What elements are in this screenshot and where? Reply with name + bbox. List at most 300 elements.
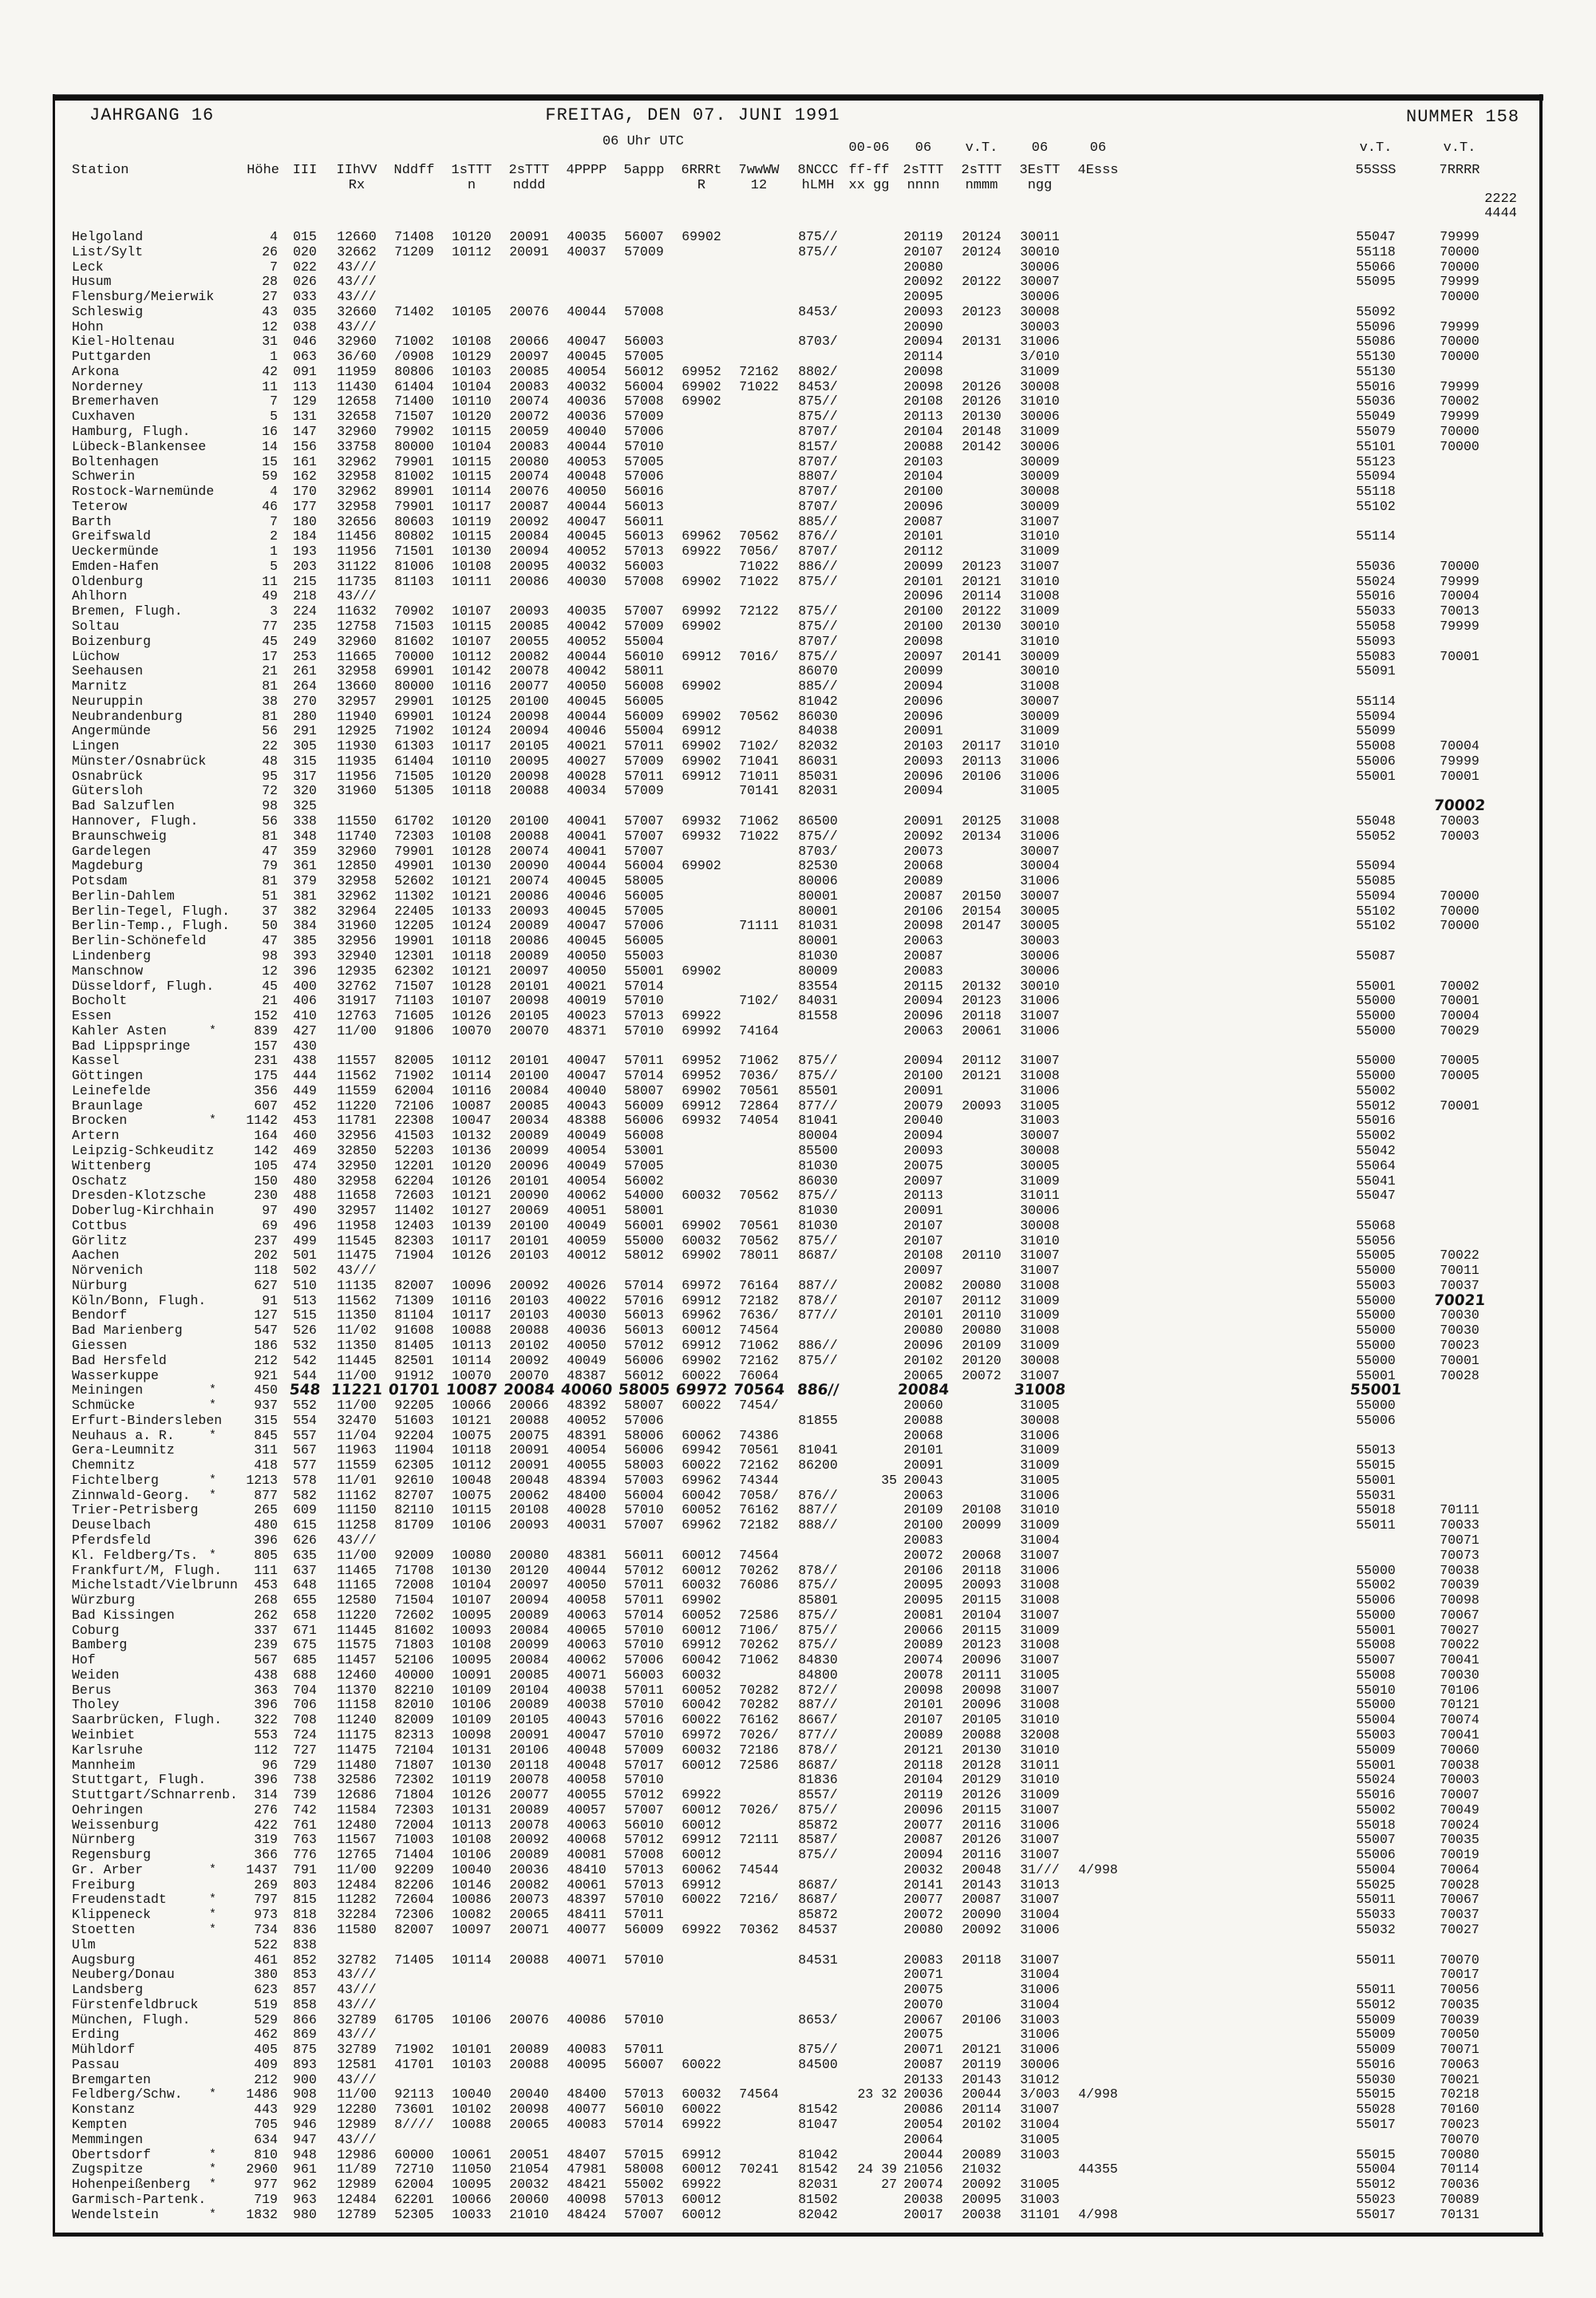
cell-15: 55000: [1356, 1008, 1396, 1024]
cell-9: 8707/: [798, 453, 838, 469]
cell-9: 81031: [798, 918, 838, 934]
cell-3: 10113: [452, 1337, 492, 1353]
cell-6: 57008: [624, 303, 664, 319]
cell-13: 3/003: [1020, 2086, 1060, 2102]
cell-3: 10088: [452, 1323, 492, 1339]
cell-1: 32958: [337, 663, 377, 679]
cell-9: 875//: [798, 1847, 838, 1863]
cell-13: 30009: [1020, 498, 1060, 514]
cell-16: 70003: [1440, 1772, 1479, 1788]
station-row-marnitz: [0, 678, 1596, 694]
cell-15: 55008: [1356, 1637, 1396, 1653]
cell-12: 20132: [962, 978, 1001, 994]
cell-3: 10106: [452, 1697, 492, 1713]
cell-11: 20089: [903, 1637, 943, 1653]
cell-6: 57005: [624, 453, 664, 469]
cell-13: 31006: [1020, 334, 1060, 350]
station-row-stoetten: [0, 1922, 1596, 1937]
cell-9: 85872: [798, 1907, 838, 1923]
cell-15: 55016: [1356, 588, 1396, 604]
cell-0: 791: [293, 1861, 317, 1877]
cell-16: 70098: [1440, 1592, 1479, 1608]
cell-0: 900: [293, 2071, 317, 2087]
cell-0: 685: [293, 1652, 317, 1668]
station-row-emden-hafen: [0, 559, 1596, 574]
cell-6: 57009: [624, 243, 664, 259]
cell-11: 20074: [903, 2177, 943, 2193]
cell-0: 776: [293, 1847, 317, 1863]
cell-12: 20096: [962, 1652, 1001, 1668]
station-elevation: 547: [254, 1323, 278, 1339]
cell-6: 57010: [624, 1892, 664, 1908]
station-name: Wittenberg: [72, 1157, 152, 1173]
cell-11: 20066: [903, 1622, 943, 1638]
cell-1: 11575: [337, 1637, 377, 1653]
cell-11: 20095: [903, 1577, 943, 1593]
cell-7: 69962: [681, 1472, 721, 1488]
cell-15: 55102: [1356, 918, 1396, 934]
cell-3: 10125: [452, 693, 492, 709]
cell-0: 224: [293, 603, 317, 619]
cell-9: 81041: [798, 1442, 838, 1458]
cell-4: 20098: [509, 993, 549, 1009]
cell-13: 31005: [1020, 1398, 1060, 1414]
cell-11: 20113: [903, 1188, 943, 1204]
station-name: Gardelegen: [72, 843, 152, 859]
cell-11: 20101: [903, 1442, 943, 1458]
station-name: Manschnow: [72, 963, 144, 979]
cell-6: 57009: [624, 753, 664, 769]
cell-6: 57011: [624, 1682, 664, 1698]
cell-7: 60012: [681, 1817, 721, 1833]
cell-7: 69922: [681, 1787, 721, 1803]
cell-16: 79999: [1440, 274, 1479, 290]
cell-6: 57015: [624, 2146, 664, 2162]
station-elevation: 363: [254, 1682, 278, 1698]
station-row-gera-leumnitz: [0, 1442, 1596, 1458]
cell-16: 70022: [1440, 1248, 1479, 1264]
cell-4: 20120: [509, 1562, 549, 1578]
cell-16: 70114: [1440, 2162, 1479, 2177]
station-name: Aachen: [72, 1248, 120, 1264]
cell-1: 11963: [337, 1442, 377, 1458]
cell-0: 727: [293, 1742, 317, 1758]
station-name: Schwerin: [72, 469, 136, 485]
station-name: Weinbiet: [72, 1727, 136, 1742]
station-elevation: 105: [254, 1157, 278, 1173]
station-row-artern: [0, 1128, 1596, 1143]
cell-15: 55086: [1356, 334, 1396, 350]
cell-2: 92204: [394, 1427, 434, 1443]
cell-5: 40045: [567, 873, 606, 889]
station-name: Obertsdorf: [72, 2146, 152, 2162]
cell-6: 58007: [624, 1398, 664, 1414]
station-row-leinefelde: [0, 1083, 1596, 1098]
cell-13: 31007: [1020, 558, 1060, 574]
cell-6: 58001: [624, 1203, 664, 1219]
cell-12: 20124: [962, 229, 1001, 244]
cell-13: 30006: [1020, 1203, 1060, 1219]
cell-2: 82009: [394, 1712, 434, 1728]
cell-2: 61404: [394, 753, 434, 769]
station-elevation: 2: [270, 528, 278, 544]
cell-5: 40052: [567, 633, 606, 649]
cell-6: 57009: [624, 409, 664, 425]
cell-5: 40043: [567, 1098, 606, 1113]
station-name: Gr. Arber: [72, 1861, 144, 1877]
station-row-bremerhaven: [0, 394, 1596, 409]
cell-1: 32962: [337, 888, 377, 904]
cell-5: 40038: [567, 1682, 606, 1698]
cell-12: 20099: [962, 1517, 1001, 1533]
cell-4: 21010: [509, 2206, 549, 2222]
cell-16: 70074: [1440, 1712, 1479, 1728]
cell-13: 31009: [1020, 1442, 1060, 1458]
station-elevation: 96: [262, 1757, 278, 1773]
cell-1: 12989: [337, 2117, 377, 2133]
column-subheader-8: 12: [750, 178, 768, 193]
station-name: Nörvenich: [72, 1263, 144, 1279]
station-elevation: 634: [254, 2131, 278, 2147]
cell-11: 20072: [903, 1547, 943, 1563]
cell-7: 69992: [681, 1022, 721, 1038]
cell-1: 11220: [337, 1607, 377, 1623]
cell-15: 55000: [1356, 1292, 1396, 1308]
station-row-saarbr-cken-flugh-: [0, 1712, 1596, 1727]
cell-1: 11445: [337, 1352, 377, 1368]
station-row-erfurt-bindersleben: [0, 1413, 1596, 1428]
cell-2: 72303: [394, 828, 434, 844]
cell-5: 40062: [567, 1652, 606, 1668]
cell-11: 20093: [903, 1142, 943, 1158]
cell-4: 20084: [509, 1652, 549, 1668]
cell-2: 71404: [394, 1847, 434, 1863]
cell-2: 71503: [394, 619, 434, 635]
cell-7: 69952: [681, 1053, 721, 1069]
station-row-teterow: [0, 499, 1596, 514]
mountain-station-asterisk: *: [209, 2177, 217, 2192]
cell-11: 20104: [903, 424, 943, 439]
cell-12: 20126: [962, 378, 1001, 394]
cell-7: 69902: [681, 753, 721, 769]
cell-11: 20121: [903, 1742, 943, 1758]
cell-3: 10129: [452, 349, 492, 365]
cell-7: 69922: [681, 544, 721, 560]
cell-5: 40050: [567, 1337, 606, 1353]
cell-16: 70049: [1440, 1802, 1479, 1817]
cell-1: 43///: [337, 289, 377, 305]
cell-0: 948: [293, 2146, 317, 2162]
cell-3: 10047: [452, 1113, 492, 1129]
cell-9: 8557/: [798, 1787, 838, 1803]
cell-9: 8453/: [798, 303, 838, 319]
station-elevation: 12: [262, 963, 278, 979]
cell-5: 40049: [567, 1128, 606, 1144]
cell-0: 382: [293, 903, 317, 919]
station-elevation: 422: [254, 1817, 278, 1833]
cell-16: 70003: [1440, 828, 1479, 844]
cell-13: 30005: [1020, 903, 1060, 919]
cell-5: 40063: [567, 1607, 606, 1623]
cell-6: 55003: [624, 947, 664, 963]
cell-11: 20087: [903, 2056, 943, 2072]
cell-16: 70030: [1440, 1307, 1479, 1323]
cell-4: 20089: [509, 947, 549, 963]
station-elevation: 157: [254, 1038, 278, 1054]
station-name: Klippeneck: [72, 1907, 152, 1923]
cell-4: 20095: [509, 753, 549, 769]
cell-8: 72864: [739, 1098, 779, 1113]
cell-1: 11/00: [337, 1022, 377, 1038]
cell-7: 69962: [681, 1517, 721, 1533]
cell-13: 31006: [1020, 1817, 1060, 1833]
cell-13: 31008: [1020, 1068, 1060, 1084]
cell-6: 56008: [624, 1128, 664, 1144]
station-row-puttgarden: [0, 349, 1596, 364]
cell-5: 40059: [567, 1232, 606, 1248]
cell-4: 20070: [509, 1367, 549, 1383]
station-elevation: 202: [254, 1248, 278, 1264]
cell-15: 55093: [1356, 633, 1396, 649]
cell-0: 469: [293, 1142, 317, 1158]
cell-2: 52106: [394, 1652, 434, 1668]
cell-2: 12403: [394, 1217, 434, 1233]
cell-9: 875//: [798, 243, 838, 259]
cell-8: 76162: [739, 1502, 779, 1518]
station-name: Leck: [72, 259, 104, 275]
station-name: Barth: [72, 513, 112, 529]
station-row-leck: [0, 259, 1596, 275]
cell-6: 56004: [624, 858, 664, 874]
cell-0: 929: [293, 2102, 317, 2118]
cell-1: 11/04: [337, 1427, 377, 1443]
cell-2: 81405: [394, 1337, 434, 1353]
cell-4: 20088: [509, 1952, 549, 1968]
cell-6: 57011: [624, 738, 664, 754]
cell-16: 70050: [1440, 2027, 1479, 2043]
station-elevation: 118: [254, 1263, 278, 1279]
cell-12: 20123: [962, 558, 1001, 574]
cell-15: 55058: [1356, 619, 1396, 635]
cell-6: 57009: [624, 783, 664, 799]
station-name: Nürburg: [72, 1277, 128, 1293]
cell-12: 20115: [962, 1592, 1001, 1608]
cell-2: 72306: [394, 1907, 434, 1923]
cell-4: 20080: [509, 453, 549, 469]
cell-5: 40045: [567, 933, 606, 949]
cell-9: 886//: [796, 1382, 839, 1399]
cell-11: 20096: [903, 1008, 943, 1024]
cell-4: 20078: [509, 1772, 549, 1788]
cell-6: 57010: [624, 2011, 664, 2027]
cell-2: 82303: [394, 1232, 434, 1248]
station-row-oldenburg: [0, 574, 1596, 589]
cell-7: 69902: [681, 1592, 721, 1608]
cell-2: 71803: [394, 1637, 434, 1653]
station-row-g-tersloh: [0, 783, 1596, 798]
station-elevation: 529: [254, 2011, 278, 2027]
cell-16: 70001: [1440, 768, 1479, 784]
cell-2: 89901: [394, 484, 434, 500]
cell-3: 10117: [452, 1307, 492, 1323]
cell-15: 55130: [1356, 349, 1396, 365]
cell-0: 026: [293, 274, 317, 290]
cell-2: 12201: [394, 1157, 434, 1173]
cell-6: 57011: [624, 2042, 664, 2058]
cell-13: 31007: [1020, 1607, 1060, 1623]
cell-11: 20096: [903, 768, 943, 784]
cell-1: 32782: [337, 1952, 377, 1968]
cell-15: 55066: [1356, 259, 1396, 275]
station-row-klippeneck: [0, 1907, 1596, 1922]
column-subheader-1: Rx: [348, 178, 365, 193]
mountain-station-asterisk: *: [209, 1923, 217, 1936]
cell-1: 32960: [337, 633, 377, 649]
cell-6: 57011: [624, 768, 664, 784]
column-subheader-4444: 4444: [1484, 206, 1517, 221]
cell-6: 56009: [624, 708, 664, 724]
station-elevation: 26: [262, 243, 278, 259]
cell-4: 20076: [509, 303, 549, 319]
station-row-seehausen: [0, 663, 1596, 678]
cell-15: 55047: [1356, 1188, 1396, 1204]
cell-13: 31009: [1020, 1307, 1060, 1323]
cell-5: 40030: [567, 1307, 606, 1323]
station-row-lindenberg: [0, 948, 1596, 963]
cell-15: 55008: [1356, 1667, 1396, 1683]
station-elevation: 314: [254, 1787, 278, 1803]
cell-4: 20088: [509, 2056, 549, 2072]
cell-9: 877//: [798, 1307, 838, 1323]
station-elevation: 443: [254, 2102, 278, 2118]
cell-4: 20092: [509, 1352, 549, 1368]
cell-1: 32962: [337, 484, 377, 500]
station-name: Bendorf: [72, 1307, 128, 1323]
station-row-neuhaus-a-r-: [0, 1428, 1596, 1443]
station-row-garmisch-partenk-: [0, 2192, 1596, 2207]
cell-2: 71002: [394, 334, 434, 350]
cell-5: 40048: [567, 469, 606, 485]
cell-6: 57010: [624, 1637, 664, 1653]
station-name: Bremen, Flugh.: [72, 603, 183, 619]
cell-13: 31004: [1020, 1532, 1060, 1548]
station-name: Coburg: [72, 1622, 120, 1638]
cell-7: 69912: [681, 723, 721, 739]
station-elevation: 7: [270, 513, 278, 529]
cell-13: 31003: [1020, 2146, 1060, 2162]
station-row-doberlug-kirchhain: [0, 1203, 1596, 1218]
station-elevation: 7: [270, 394, 278, 409]
cell-12: 20143: [962, 1877, 1001, 1893]
cell-12: 20104: [962, 1607, 1001, 1623]
cell-5: 40032: [567, 558, 606, 574]
cell-13: 31008: [1020, 678, 1060, 694]
cell-2: 12301: [394, 947, 434, 963]
cell-2: 40000: [394, 1667, 434, 1683]
mountain-station-asterisk: *: [209, 1893, 217, 1907]
cell-0: 655: [293, 1592, 317, 1608]
cell-5: 40071: [567, 1952, 606, 1968]
cell-6: 57013: [624, 2086, 664, 2102]
cell-9: 886//: [798, 558, 838, 574]
cell-8: 71041: [739, 753, 779, 769]
cell-6: 57007: [624, 828, 664, 844]
cell-4: 20036: [509, 1861, 549, 1877]
station-name: Bamberg: [72, 1637, 128, 1653]
cell-13: 31003: [1020, 2011, 1060, 2027]
station-elevation: 877: [254, 1487, 278, 1503]
cell-13: 30005: [1020, 918, 1060, 934]
station-elevation: 230: [254, 1188, 278, 1204]
cell-6: 56011: [624, 1547, 664, 1563]
cell-0: 980: [293, 2206, 317, 2222]
cell-4: 20078: [509, 1817, 549, 1833]
cell-8: 74344: [739, 1472, 779, 1488]
cell-15: 55087: [1356, 947, 1396, 963]
cell-11: 20103: [903, 738, 943, 754]
station-row-soltau: [0, 619, 1596, 634]
cell-6: 57008: [624, 1847, 664, 1863]
cell-15: 55002: [1356, 1128, 1396, 1144]
cell-3: 10136: [452, 1142, 492, 1158]
cell-2: 62004: [394, 1082, 434, 1098]
station-name: Kempten: [72, 2117, 128, 2133]
cell-6: 57010: [624, 1622, 664, 1638]
cell-6: 57012: [624, 1787, 664, 1803]
cell-13: 30009: [1020, 648, 1060, 664]
cell-9: 8707/: [798, 544, 838, 560]
cell-7: 60062: [681, 1427, 721, 1443]
table-border-bottom: [53, 2233, 1543, 2237]
cell-3: 10117: [452, 738, 492, 754]
cell-5: 40054: [567, 363, 606, 379]
cell-0: 704: [293, 1682, 317, 1698]
cell-9: 8707/: [798, 484, 838, 500]
cell-3: 10082: [452, 1907, 492, 1923]
cell-4: 20083: [509, 378, 549, 394]
cell-2: 71902: [394, 2042, 434, 2058]
station-row-feldberg-schw-: [0, 2086, 1596, 2102]
cell-4: 20097: [509, 1577, 549, 1593]
cell-16: 70029: [1440, 1022, 1479, 1038]
cell-8: 72586: [739, 1607, 779, 1623]
cell-4: 20071: [509, 1922, 549, 1937]
station-row-osnabr-ck: [0, 769, 1596, 784]
cell-15: 55001: [1356, 978, 1396, 994]
station-name: Hannover, Flugh.: [72, 813, 199, 829]
cell-7: 69922: [681, 2177, 721, 2193]
cell-1: 32956: [337, 1128, 377, 1144]
cell-1: 11559: [337, 1082, 377, 1098]
cell-15: 55094: [1356, 708, 1396, 724]
cell-0: 818: [293, 1907, 317, 1923]
cell-5: 48388: [567, 1113, 606, 1129]
station-row-erding: [0, 2027, 1596, 2042]
cell-0: 962: [293, 2177, 317, 2193]
cell-0: 510: [293, 1277, 317, 1293]
station-name: Flensburg/Meierwik: [72, 289, 215, 305]
cell-2: 71605: [394, 1008, 434, 1024]
cell-11: 20109: [903, 1502, 943, 1518]
cell-6: 56004: [624, 1487, 664, 1503]
cell-16: 70080: [1440, 2146, 1479, 2162]
cell-13: 30006: [1020, 259, 1060, 275]
cell-12: 20121: [962, 1068, 1001, 1084]
cell-9: 80001: [798, 903, 838, 919]
cell-2: 69901: [394, 708, 434, 724]
cell-6: 58005: [617, 1382, 671, 1399]
cell-1: 11956: [337, 544, 377, 560]
